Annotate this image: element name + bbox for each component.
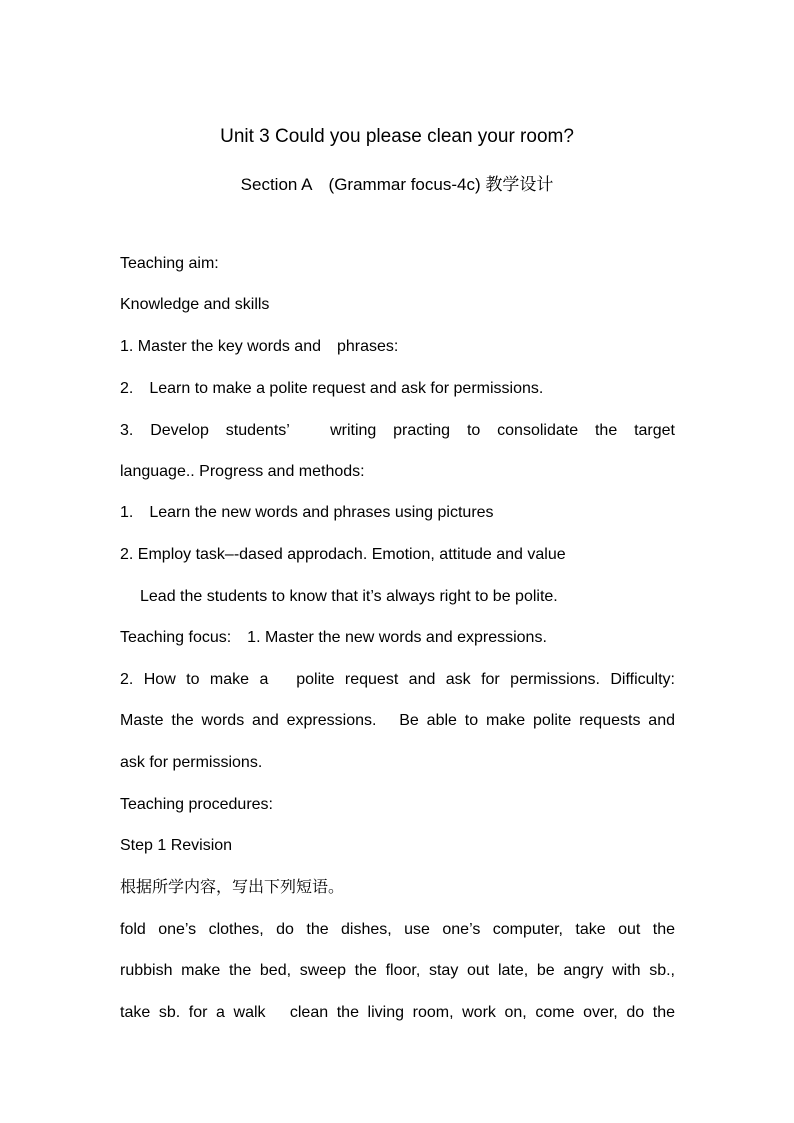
- text-line: ask for permissions.: [120, 754, 263, 771]
- text-line: 2. How to make a polite request and ask for permissions. Difficulty:: [120, 671, 675, 688]
- text-line: 1. Master the key words and phrases:: [120, 338, 399, 355]
- instruction-line: 根据所学内容，写出下列短语。: [120, 879, 345, 896]
- text-line: language.. Progress and methods:: [120, 463, 365, 480]
- phrase-line: take sb. for a walk clean the living room, work on, come over, do the: [120, 1004, 675, 1021]
- text-line: Maste the words and expressions. Be able to make polite requests and: [120, 712, 675, 729]
- teaching-aim-heading: Teaching aim:: [120, 255, 219, 272]
- text-line: 3. Develop students’ writing practing to consolidate the target: [120, 422, 675, 439]
- text-line: Lead the students to know that it’s always right to be polite.: [140, 588, 558, 605]
- document-subtitle: Section A (Grammar focus-4c) 教学设计: [240, 175, 554, 194]
- teaching-focus-line: Teaching focus: 1. Master the new words and expressions.: [120, 629, 547, 646]
- phrase-line: rubbish make the bed, sweep the floor, stay out late, be angry with sb.,: [120, 962, 675, 979]
- document-title: Unit 3 Could you please clean your room?: [220, 126, 574, 147]
- text-line: 1. Learn the new words and phrases using pictures: [120, 504, 494, 521]
- text-line: 2. Employ task–-dased approdach. Emotion, attitude and value: [120, 546, 566, 563]
- knowledge-skills-heading: Knowledge and skills: [120, 296, 270, 313]
- phrase-line: fold one’s clothes, do the dishes, use one’s computer, take out the: [120, 921, 675, 938]
- text-line: 2. Learn to make a polite request and ask for permissions.: [120, 380, 544, 397]
- teaching-procedures-heading: Teaching procedures:: [120, 796, 273, 813]
- step-1-heading: Step 1 Revision: [120, 837, 233, 854]
